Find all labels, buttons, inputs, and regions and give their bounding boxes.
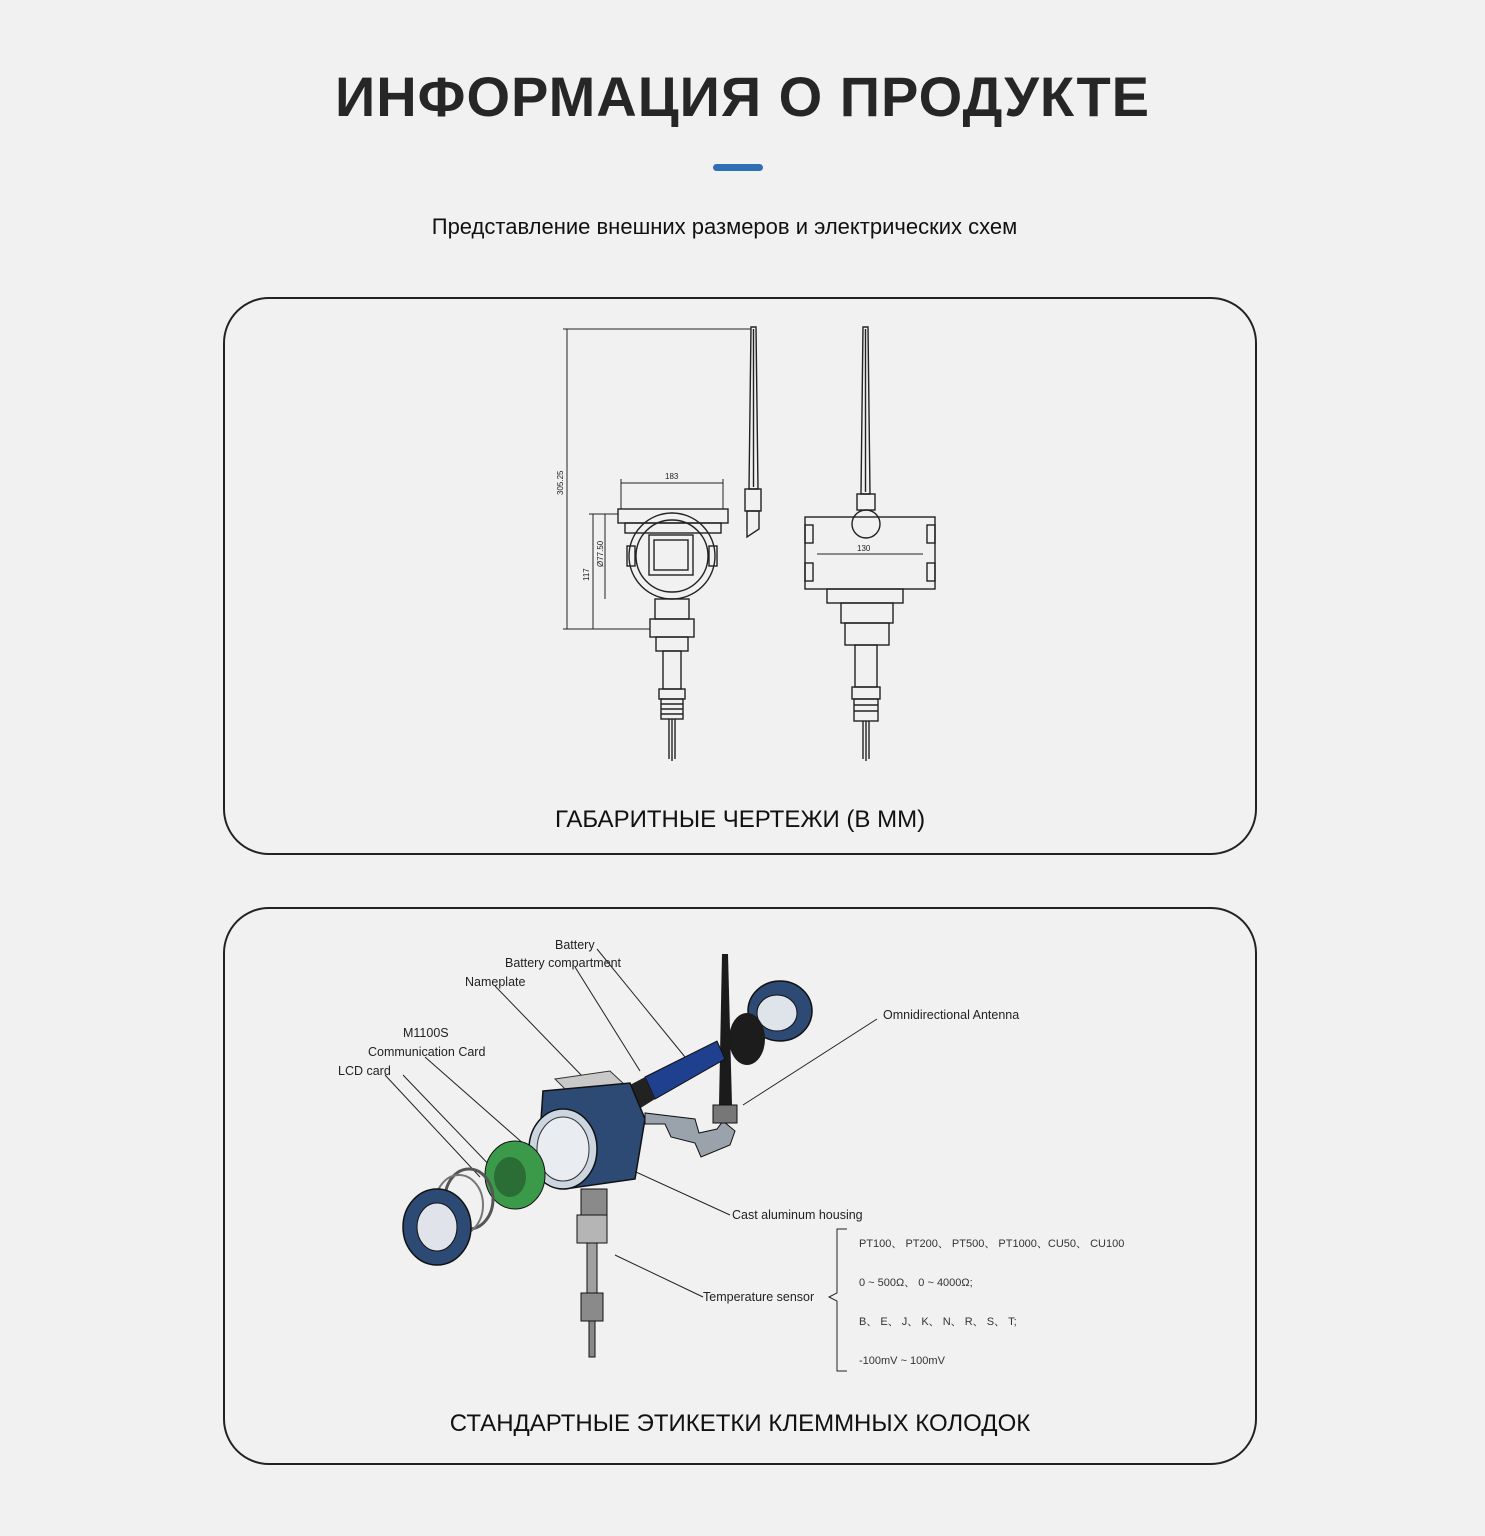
dimension-drawings-card: [223, 297, 1257, 855]
label-housing: Cast aluminum housing: [732, 1208, 863, 1222]
back-cover-drawing: [729, 981, 812, 1065]
front-view-drawing: [563, 327, 761, 761]
page-title: ИНФОРМАЦИЯ О ПРОДУКТЕ: [334, 65, 1151, 128]
dimension-drawings-caption: ГАБАРИТНЫЕ ЧЕРТЕЖИ (В ММ): [554, 806, 926, 833]
housing-drawing: [529, 1083, 645, 1189]
front-cover-drawing: [403, 1189, 471, 1265]
dim-height-label: 305.25: [556, 470, 565, 495]
sensor-drawing: [577, 1189, 607, 1357]
title-accent-bar: [713, 164, 763, 171]
label-lcd-card: LCD card: [338, 1064, 391, 1078]
label-nameplate: Nameplate: [465, 975, 526, 989]
label-antenna: Omnidirectional Antenna: [883, 1008, 1020, 1022]
sensor-spec-thermocouple: B、 E、 J、 K、 N、 R、 S、 T;: [859, 1316, 1017, 1328]
dimension-drawing: [225, 299, 1255, 799]
sensor-spec-resistance: 0 ~ 500Ω、 0 ~ 4000Ω;: [859, 1277, 973, 1289]
sensor-spec-millivolt: -100mV ~ 100mV: [859, 1355, 945, 1367]
exploded-view-illustration: [225, 909, 1255, 1399]
label-temperature-sensor: Temperature sensor: [703, 1290, 815, 1304]
dim-diameter-label: Ø77.50: [596, 540, 605, 567]
dim-lower-height-label: 117: [582, 568, 591, 581]
page-subtitle: Представление внешних размеров и электрических схем: [431, 214, 1018, 239]
label-battery: Battery: [555, 938, 595, 952]
terminal-labels-caption: СТАНДАРТНЫЕ ЭТИКЕТКИ КЛЕММНЫХ КОЛОДОК: [449, 1410, 1031, 1437]
sensor-spec-rtd: PT100、 PT200、 PT500、 PT1000、CU50、 CU100: [859, 1238, 1125, 1250]
label-m1100s: M1100S: [403, 1026, 449, 1040]
dim-side-width-label: 130: [857, 544, 871, 553]
terminal-labels-card: [223, 907, 1257, 1465]
label-battery-compartment: Battery compartment: [505, 956, 622, 970]
label-communication-card: Communication Card: [368, 1045, 486, 1059]
dim-width-label: 183: [665, 472, 679, 481]
